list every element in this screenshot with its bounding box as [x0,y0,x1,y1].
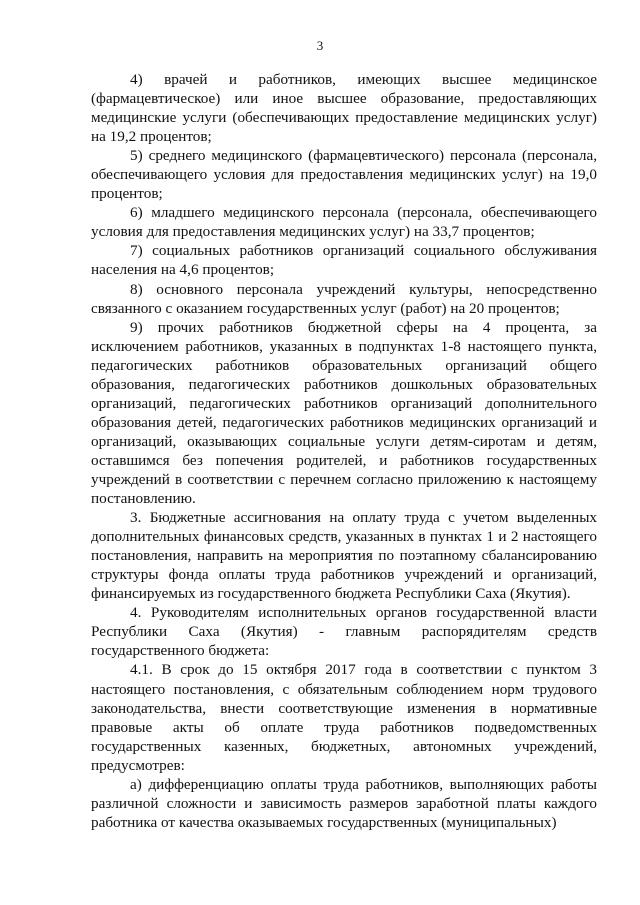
document-body [91,70,597,832]
paragraph-item-8: 8) основного персонала учреждений культуры, непосредственно связанного с оказанием государственных услуг (работ) на 20 процентов; [91,280,597,317]
paragraph-item-4: 4) врачей и работников, имеющих высшее медицинское (фармацевтическое) или иное высшее образование, предоставляющих медицинские услуги (обеспечивающих предоставление медицинских услуг) на 19,2 процентов; [91,71,597,146]
paragraph-subitem-a: а) дифференциацию оплаты труда работников, выполняющих работы различной сложности и зависимость размеров заработной платы каждого работника от качества оказываемых государственных (муниципальных) [91,775,597,831]
paragraph-clause-4-1: 4.1. В срок до 15 октября 2017 года в соответствии с пунктом 3 настоящего постановления, с обязательным соблюдением норм трудового законодательства, внести соответствующие изменения в нормативные правовые акты об оплате труда работников подведомственных государственных казенных, бюджетных, автономных учреждений, предусмотрев: [91,661,597,774]
paragraph-clause-3: 3. Бюджетные ассигнования на оплату труда с учетом выделенных дополнительных финансовых средств, указанных в пунктах 1 и 2 настоящего постановления, направить на мероприятия по поэтапному сбалансированию структуры фонда оплаты труда работников учреждений и организаций, финансируемых из государственного бюджета Республики Саха (Якутия). [91,509,597,603]
page-number: 3 [316,38,324,53]
paragraph-item-7: 7) социальных работников организаций социального обслуживания населения на 4,6 процентов; [91,242,597,279]
paragraph-item-5: 5) среднего медицинского (фармацевтического) персонала (персонала, обеспечивающего условия для предоставления медицинских услуг) на 19,0 процентов; [91,147,597,203]
paragraph-item-6: 6) младшего медицинского персонала (персонала, обеспечивающего условия для предоставления медицинских услуг) на 33,7 процентов; [91,204,597,241]
paragraph-clause-4: 4. Руководителям исполнительных органов государственной власти Республики Саха (Якутия) - главным распорядителям средств государственного бюджета: [91,604,597,660]
paragraph-item-9: 9) прочих работников бюджетной сферы на 4 процента, за исключением работников, указанных в подпунктах 1-8 настоящего пункта, педагогических работников образовательных организаций общего образования, педагогических работников дошкольных образовательных организаций, педагогических работников организаций дополнительного образования детей, педагогических работников медицинских организаций и организаций, оказывающих социальные услуги детям-сиротам и детям, оставшимся без попечения родителей, и работников государственных учреждений в соответствии с перечнем согласно приложению к настоящему постановлению. [91,318,597,508]
